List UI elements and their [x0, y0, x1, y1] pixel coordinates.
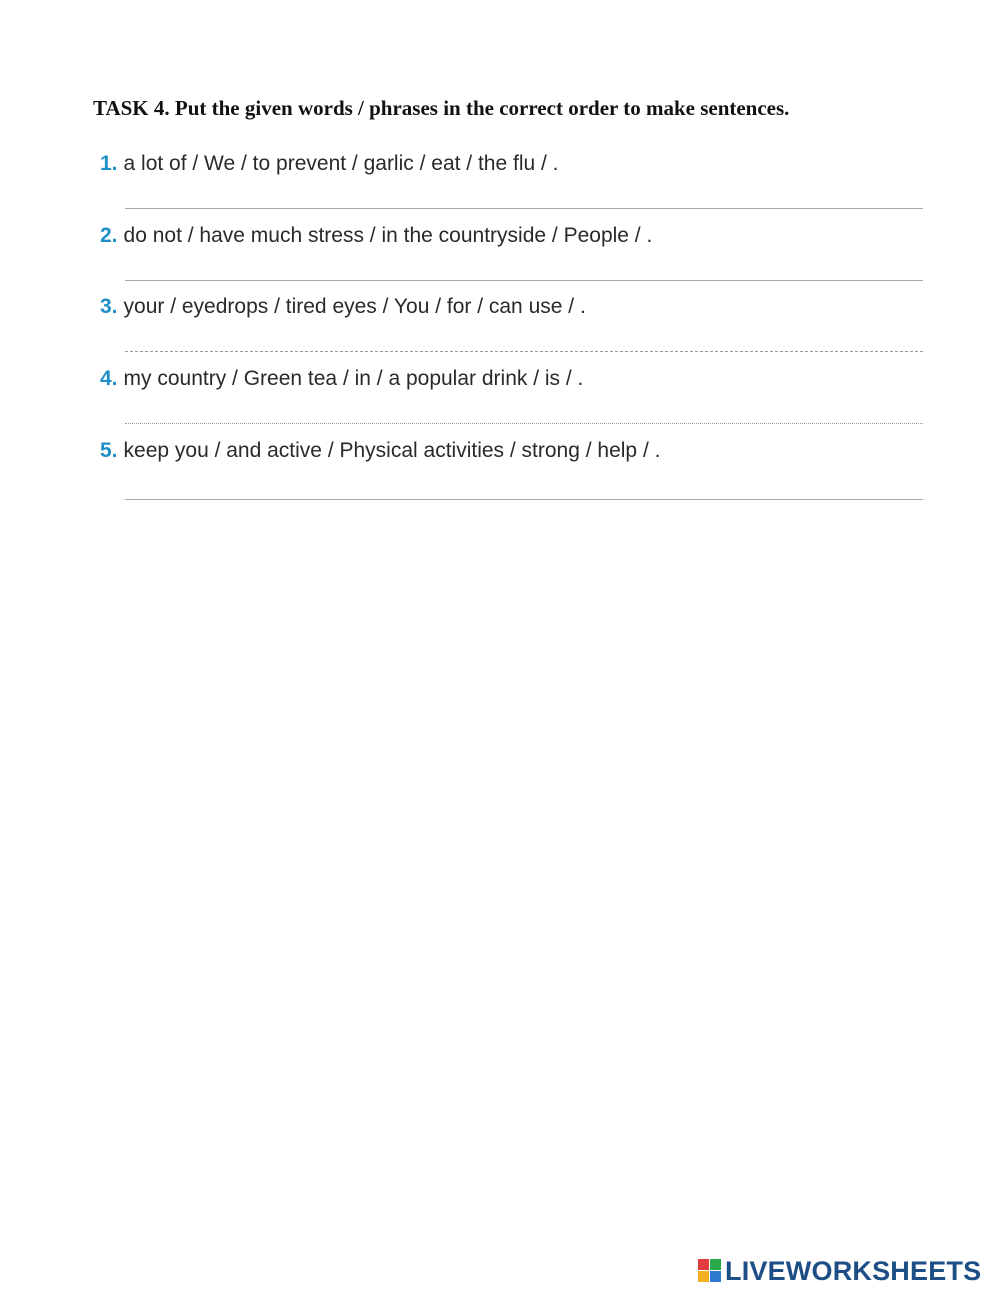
- item-words: your / eyedrops / tired eyes / You / for / can use / .: [123, 295, 586, 318]
- exercise-item-3: [100, 295, 924, 355]
- answer-field-4[interactable]: [125, 423, 923, 424]
- liveworksheets-branding: [698, 1256, 981, 1286]
- logo-tile: [710, 1259, 721, 1270]
- exercise-item-1: [100, 152, 924, 212]
- liveworksheets-logo-icon: [698, 1259, 722, 1283]
- exercise-item-4: [100, 367, 924, 427]
- exercise-prompt: [100, 295, 586, 319]
- logo-tile: [710, 1271, 721, 1282]
- item-words: do not / have much stress / in the countryside / People / .: [123, 224, 653, 247]
- item-number: 2.: [100, 224, 118, 247]
- exercise-prompt: [100, 367, 583, 391]
- exercise-prompt: [100, 224, 652, 248]
- item-number: 5.: [100, 439, 118, 462]
- item-number: 3.: [100, 295, 118, 318]
- exercise-prompt: [100, 439, 660, 463]
- exercise-item-2: [100, 224, 924, 284]
- task-title: TASK 4. Put the given words / phrases in the correct order to make sentences.: [93, 96, 790, 120]
- brand-name: LIVEWORKSHEETS: [725, 1255, 982, 1286]
- answer-field-5[interactable]: [125, 499, 923, 500]
- logo-tile: [698, 1271, 709, 1282]
- item-words: my country / Green tea / in / a popular drink / is / .: [123, 367, 584, 390]
- logo-tile: [698, 1259, 709, 1270]
- exercise-prompt: [100, 152, 559, 176]
- item-words: a lot of / We / to prevent / garlic / eat / the flu / .: [123, 152, 559, 175]
- item-words: keep you / and active / Physical activities / strong / help / .: [123, 439, 661, 462]
- item-number: 1.: [100, 152, 118, 175]
- answer-field-2[interactable]: [125, 280, 923, 281]
- exercise-item-5: [100, 439, 924, 499]
- item-number: 4.: [100, 367, 118, 390]
- answer-field-1[interactable]: [125, 208, 923, 209]
- answer-field-3[interactable]: [125, 351, 923, 352]
